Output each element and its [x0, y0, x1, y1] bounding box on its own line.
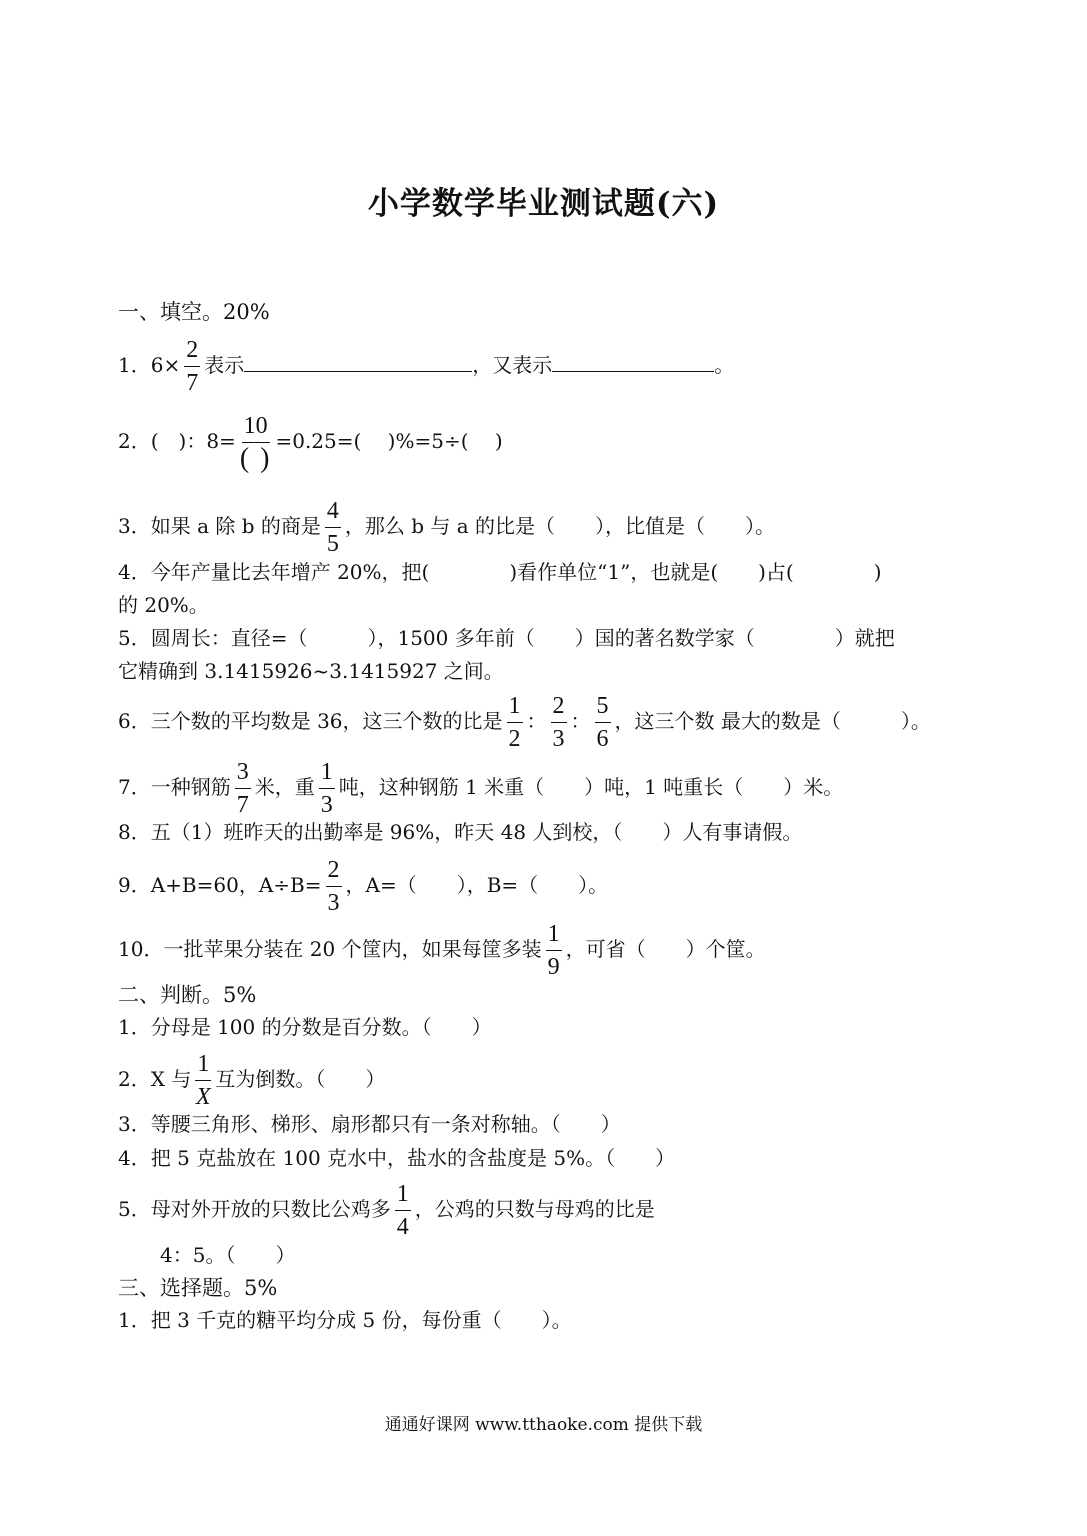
question-1-5-cont: 它精确到 3.1415926~3.1415927 之间。 — [118, 659, 504, 683]
question-2-5-cont: 4：5。（ ） — [160, 1243, 296, 1267]
fraction: $\frac{1}{2}$ — [508, 693, 521, 752]
section-heading-fill-blank: 一、填空。20% — [118, 300, 270, 324]
page-title: 小学数学毕业测试题(六) — [367, 186, 720, 222]
question-2-2: 2．X 与 $\frac{1}{X}$ 互为倒数。（ ） — [118, 1051, 386, 1110]
question-1-4: 4．今年产量比去年增产 20%，把( )看作单位“1”，也就是( )占( ) — [118, 560, 882, 584]
question-1-6: 6．三个数的平均数是 36，这三个数的比是 $\frac{1}{2}$ ： $\frac{2}{3}$ ： $\frac{5}{6}$ ，这三个数 最大的数是（ ）。 — [118, 693, 931, 752]
fraction: $\frac{2}{7}$ — [186, 337, 199, 396]
footer-credit: 通通好课网 www.tthaoke.com 提供下载 — [384, 1415, 703, 1435]
question-1-2: 2．( )：8= $\frac{10}{( )}$ =0.25=( )%=5÷( ) — [118, 413, 503, 474]
fraction: $\frac{2}{3}$ — [552, 693, 565, 752]
section-heading-judge: 二、判断。5% — [118, 983, 257, 1007]
question-1-7: 7．一种钢筋 $\frac{3}{7}$ 米，重 $\frac{1}{3}$ 吨，这种钢筋 1 米重（ ）吨，1 吨重长（ ）米。 — [118, 759, 844, 818]
fraction: $\frac{1}{X}$ — [195, 1051, 211, 1110]
fraction: $\frac{2}{3}$ — [327, 857, 340, 916]
section-heading-choice: 三、选择题。5% — [118, 1276, 278, 1300]
question-1-3: 3．如果 a 除 b 的商是 $\frac{4}{5}$ ，那么 b 与 a 的比是（ ），比值是（ ）。 — [118, 498, 776, 557]
question-2-5: 5．母对外开放的只数比公鸡多 $\frac{1}{4}$ ，公鸡的只数与母鸡的比是 — [118, 1181, 655, 1240]
fraction: $\frac{5}{6}$ — [596, 693, 609, 752]
question-1-9: 9．A+B=60，A÷B= $\frac{2}{3}$ ，A=（ ），B=（ ）。 — [118, 857, 609, 916]
fraction: $\frac{3}{7}$ — [236, 759, 249, 818]
question-1-5: 5．圆周长：直径=（ ），1500 多年前（ ）国的著名数学家（ ）就把 — [118, 626, 895, 650]
answer-blank[interactable] — [244, 353, 472, 372]
fraction: $\frac{1}{4}$ — [396, 1181, 409, 1240]
fraction: $\frac{1}{3}$ — [320, 759, 333, 818]
question-1-8: 8．五（1）班昨天的出勤率是 96%，昨天 48 人到校，（ ）人有事请假。 — [118, 820, 803, 844]
question-1-4-cont: 的 20%。 — [118, 593, 209, 617]
question-2-1: 1．分母是 100 的分数是百分数。（ ） — [118, 1015, 492, 1039]
question-1-10: 10．一批苹果分装在 20 个筐内，如果每筐多装 $\frac{1}{9}$ ，可省（ ）个筐。 — [118, 921, 766, 980]
question-2-4: 4．把 5 克盐放在 100 克水中，盐水的含盐度是 5%。（ ） — [118, 1146, 676, 1170]
answer-blank[interactable] — [552, 353, 714, 372]
fraction: $\frac{10}{( )}$ — [239, 413, 272, 474]
question-1-1: 1．6× $\frac{2}{7}$ 表示 ，又表示 。 — [118, 337, 735, 396]
fraction: $\frac{4}{5}$ — [326, 498, 339, 557]
fraction: $\frac{1}{9}$ — [547, 921, 560, 980]
question-3-1: 1．把 3 千克的糖平均分成 5 份，每份重（ ）。 — [118, 1308, 572, 1332]
question-2-3: 3．等腰三角形、梯形、扇形都只有一条对称轴。（ ） — [118, 1112, 621, 1136]
